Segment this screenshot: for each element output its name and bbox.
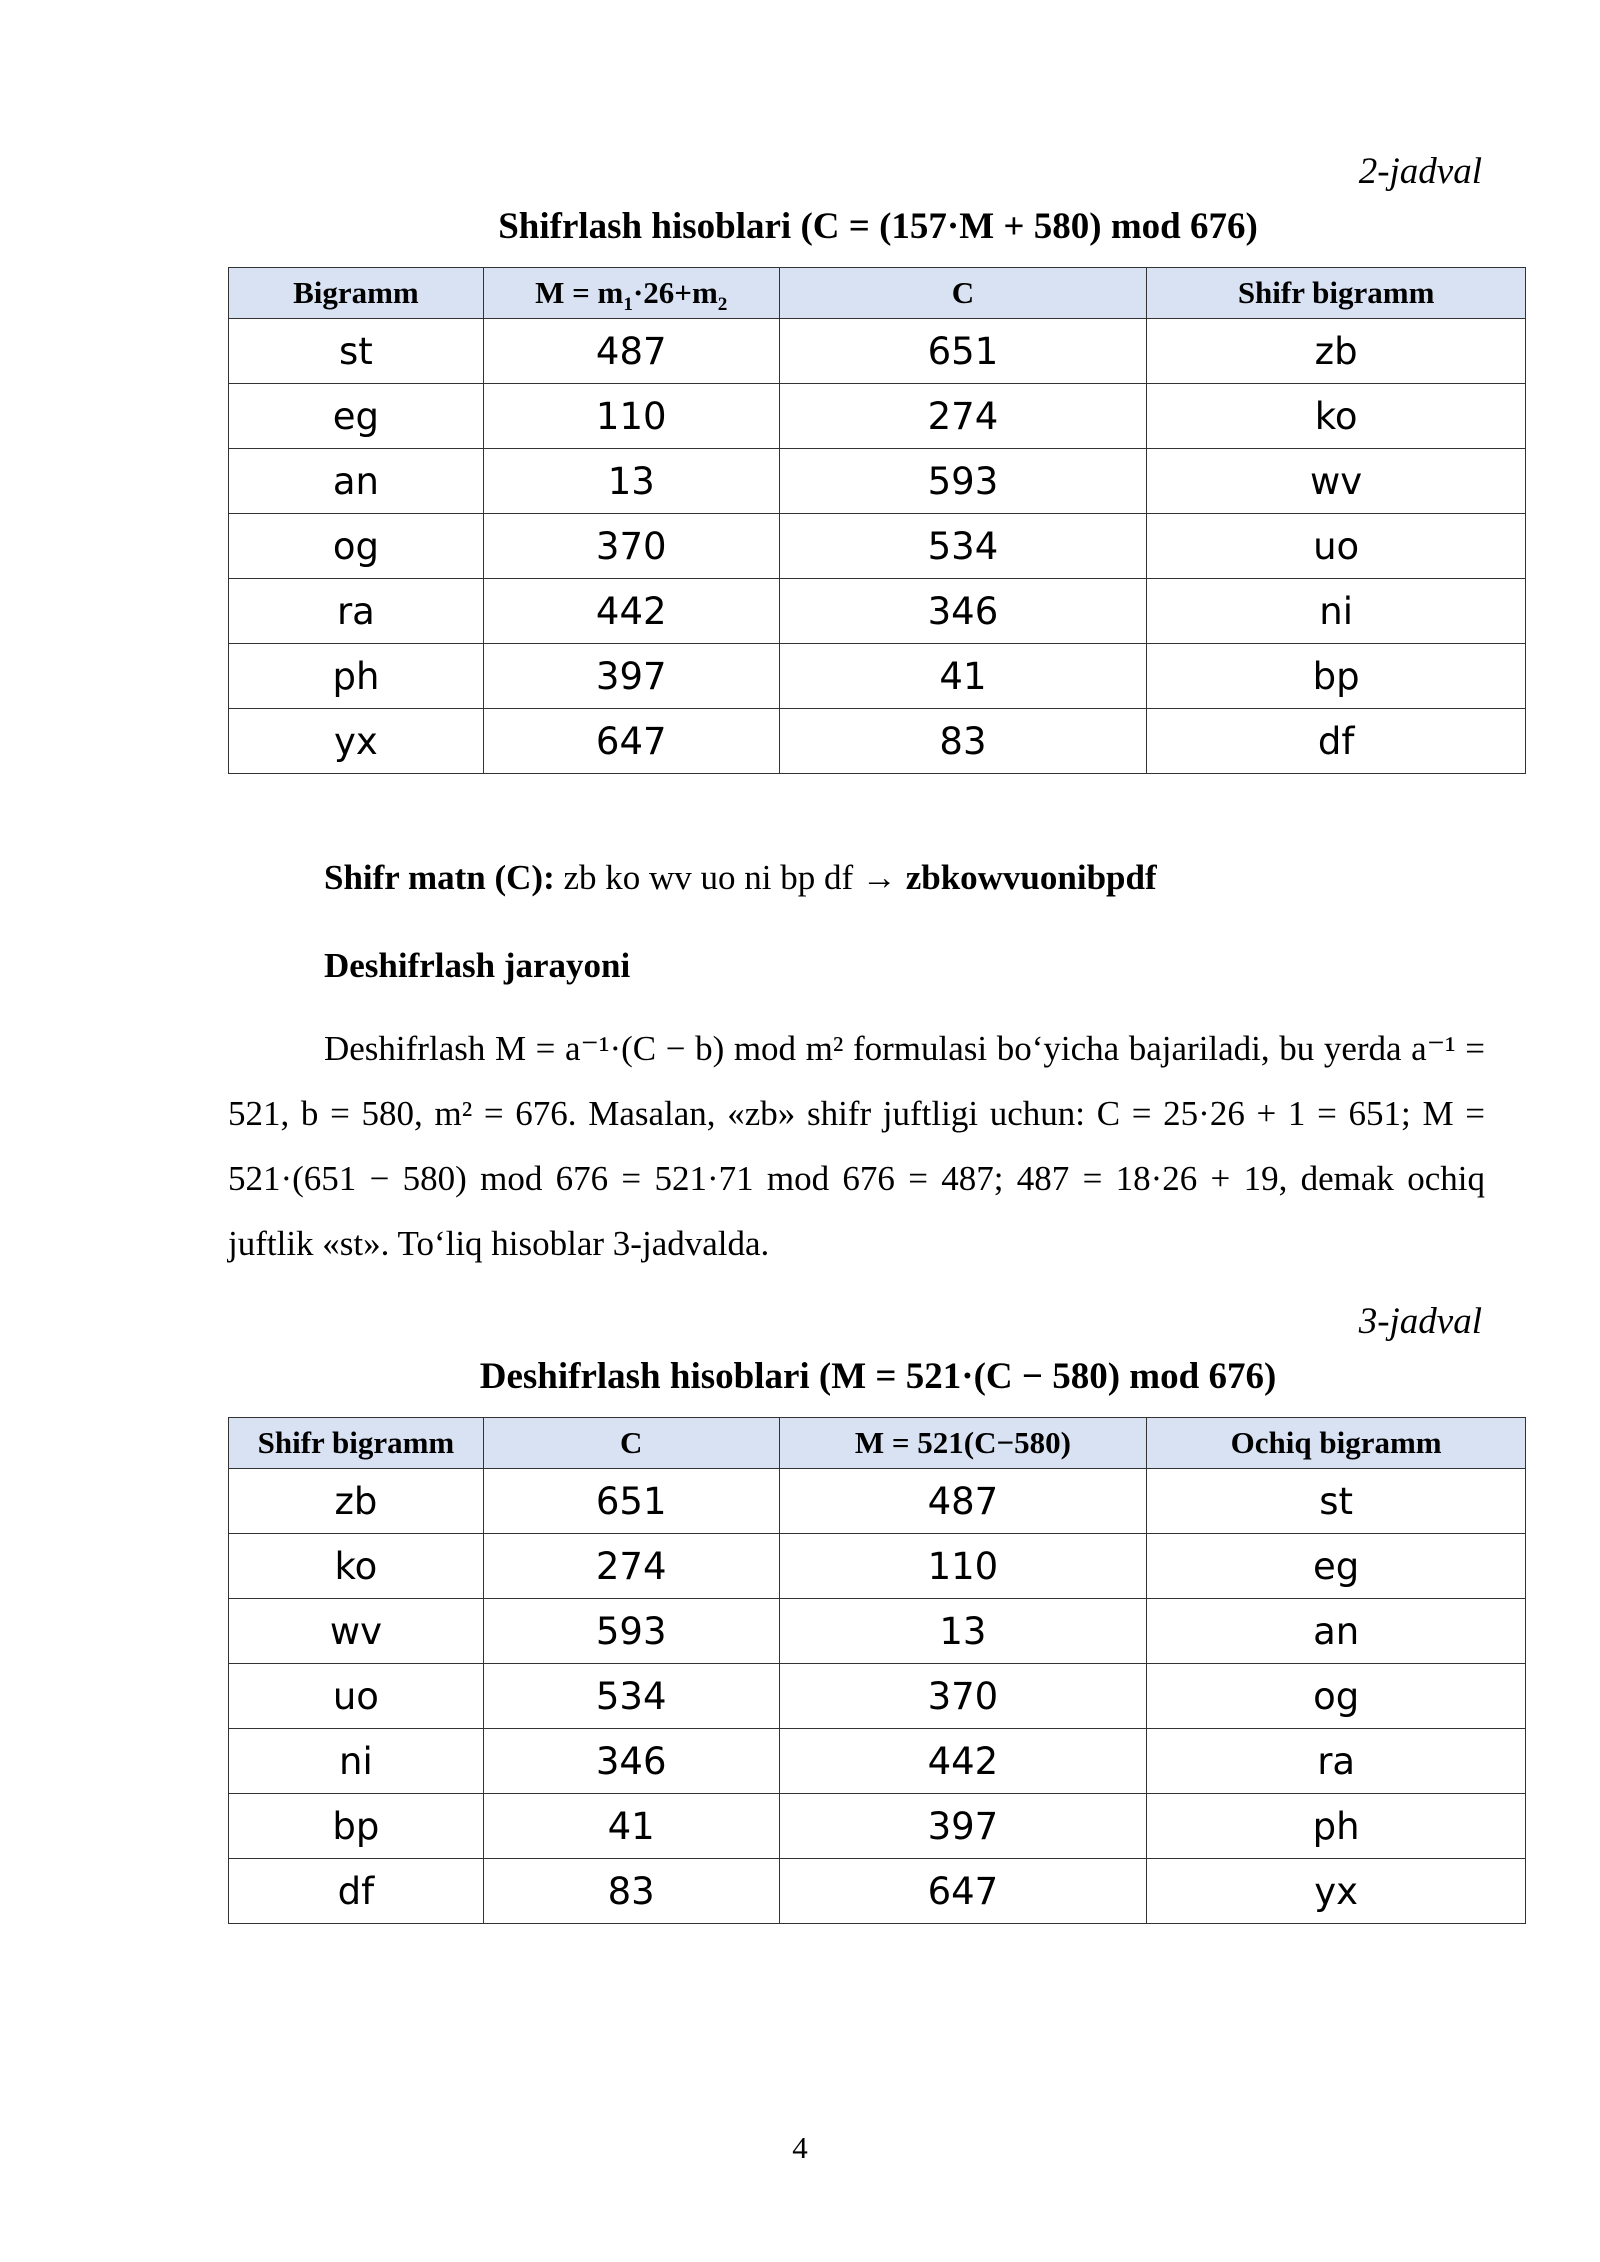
- column-header: M = 521(C−580): [779, 1418, 1147, 1469]
- table-row: [229, 514, 1526, 579]
- table-cell: yx: [1147, 1859, 1526, 1924]
- table-cell: 110: [779, 1534, 1147, 1599]
- table-cell: 13: [483, 449, 779, 514]
- table-cell: 593: [483, 1599, 779, 1664]
- decryption-paragraph: Deshifrlash M = a⁻¹·(C − b) mod m² formulasi bo‘yicha bajariladi, bu yerda a⁻¹ = 521, b = 580, m² = 676. Masalan, «zb» shifr juftligi uchun: C = 25·26 + 1 = 651; M = 521·(651 − 580) mod 676 = 521·71 mod 676 = 487; 487 = 18·26 + 19, demak ochiq juftlik «st». To‘liq hisoblar 3-jadvalda.: [228, 1029, 1485, 1263]
- encryption-table: [228, 267, 1526, 774]
- table-cell: 442: [779, 1729, 1147, 1794]
- table-cell: 274: [779, 384, 1147, 449]
- column-header: C: [779, 268, 1147, 319]
- table-cell: 647: [483, 709, 779, 774]
- cipher-text-label: Shifr matn (C):: [324, 858, 555, 897]
- table-cell: 651: [779, 319, 1147, 384]
- table-row: [229, 319, 1526, 384]
- table-cell: 83: [779, 709, 1147, 774]
- decryption-table: [228, 1417, 1526, 1924]
- table-cell: df: [229, 1859, 484, 1924]
- table-cell: 41: [483, 1794, 779, 1859]
- section-heading: Deshifrlash jarayoni: [324, 946, 631, 985]
- table-cell: eg: [229, 384, 484, 449]
- table-row: [229, 1599, 1526, 1664]
- table3-title: Deshifrlash hisoblari (M = 521·(C − 580) mod 676): [479, 1356, 1277, 1397]
- table-row: [229, 384, 1526, 449]
- table-row: [229, 1664, 1526, 1729]
- table2-title: Shifrlash hisoblari (C = (157·M + 580) mod 676): [498, 206, 1258, 247]
- column-header: Shifr bigramm: [1147, 268, 1526, 319]
- table-cell: 487: [483, 319, 779, 384]
- table-row: [229, 709, 1526, 774]
- table-cell: 651: [483, 1469, 779, 1534]
- table-cell: zb: [229, 1469, 484, 1534]
- table-cell: 593: [779, 449, 1147, 514]
- table-cell: 647: [779, 1859, 1147, 1924]
- table-cell: ni: [229, 1729, 484, 1794]
- table-header-row: [229, 1418, 1526, 1469]
- table-cell: 13: [779, 1599, 1147, 1664]
- page-number: 4: [792, 2130, 808, 2165]
- table-cell: 534: [779, 514, 1147, 579]
- table-cell: bp: [1147, 644, 1526, 709]
- table-cell: 487: [779, 1469, 1147, 1534]
- table-cell: og: [229, 514, 484, 579]
- cipher-pairs: zb ko wv uo ni bp df →: [554, 858, 906, 897]
- table-cell: df: [1147, 709, 1526, 774]
- cipher-result: zbkowvuonibpdf: [905, 858, 1157, 897]
- table-row: [229, 1729, 1526, 1794]
- table-cell: an: [1147, 1599, 1526, 1664]
- column-header: Ochiq bigramm: [1147, 1418, 1526, 1469]
- table-cell: ko: [1147, 384, 1526, 449]
- table-cell: 397: [483, 644, 779, 709]
- table-cell: 274: [483, 1534, 779, 1599]
- table-cell: 534: [483, 1664, 779, 1729]
- table-cell: zb: [1147, 319, 1526, 384]
- column-header: C: [483, 1418, 779, 1469]
- table-cell: ra: [1147, 1729, 1526, 1794]
- table-cell: ra: [229, 579, 484, 644]
- table-cell: og: [1147, 1664, 1526, 1729]
- table-cell: ph: [229, 644, 484, 709]
- column-header: Bigramm: [229, 268, 484, 319]
- table-cell: wv: [229, 1599, 484, 1664]
- table-cell: uo: [1147, 514, 1526, 579]
- table3-label: 3-jadval: [1358, 1301, 1482, 1342]
- table-cell: an: [229, 449, 484, 514]
- cipher-text-line: [324, 858, 1157, 898]
- table-header-row: [229, 268, 1526, 319]
- table-row: [229, 644, 1526, 709]
- table-cell: st: [229, 319, 484, 384]
- table-cell: 41: [779, 644, 1147, 709]
- table-cell: bp: [229, 1794, 484, 1859]
- table-cell: 442: [483, 579, 779, 644]
- table-row: [229, 449, 1526, 514]
- table-cell: yx: [229, 709, 484, 774]
- table-cell: 110: [483, 384, 779, 449]
- column-header: $M = m_1\cdot 26+m_2$: [483, 268, 779, 319]
- table-row: [229, 1859, 1526, 1924]
- table-cell: eg: [1147, 1534, 1526, 1599]
- table-cell: ni: [1147, 579, 1526, 644]
- table-row: [229, 1534, 1526, 1599]
- table-cell: 346: [483, 1729, 779, 1794]
- table-cell: ko: [229, 1534, 484, 1599]
- table-cell: 370: [483, 514, 779, 579]
- table-cell: 346: [779, 579, 1147, 644]
- table-row: [229, 1794, 1526, 1859]
- table-row: [229, 1469, 1526, 1534]
- table-cell: wv: [1147, 449, 1526, 514]
- table-cell: 397: [779, 1794, 1147, 1859]
- table-cell: 370: [779, 1664, 1147, 1729]
- column-header: Shifr bigramm: [229, 1418, 484, 1469]
- table-cell: st: [1147, 1469, 1526, 1534]
- table-row: [229, 579, 1526, 644]
- table-cell: 83: [483, 1859, 779, 1924]
- table-cell: ph: [1147, 1794, 1526, 1859]
- table2-label: 2-jadval: [1358, 151, 1482, 192]
- table-cell: uo: [229, 1664, 484, 1729]
